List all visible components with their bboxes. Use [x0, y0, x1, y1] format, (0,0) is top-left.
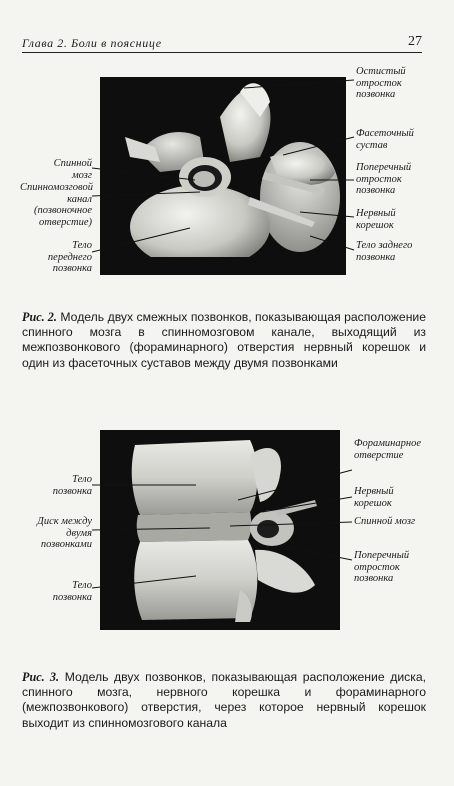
label-spinal-canal: Спинномозговой канал (позвоночное отверстие)	[20, 182, 93, 228]
chapter-title: Глава 2. Боли в пояснице	[22, 36, 162, 50]
label-front-vertebra-body: Тело переднего позвонка	[47, 240, 92, 274]
label-vertebra-body-bottom: Тело позвонка	[52, 580, 92, 603]
label-rear-vertebra-body: Тело заднего позвонка	[356, 240, 413, 263]
label-foraminal-opening: Фораминарное отверстие	[354, 438, 421, 461]
label-spinous-process: Остистый отросток позвонка	[356, 66, 406, 100]
label-facet-joint: Фасеточный сустав	[356, 128, 414, 151]
label-intervertebral-disc: Диск между двумя позвонками	[37, 516, 92, 550]
label-nerve-root-2: Нервный корешок	[354, 486, 394, 509]
label-spinal-cord-2: Спинной мозг	[354, 516, 416, 527]
label-transverse-process-2: Поперечный отросток позвонка	[354, 550, 410, 584]
label-nerve-root: Нервный корешок	[356, 208, 396, 231]
figure-2-caption-text: Модель двух смежных позвонков, показывающая расположение спинного мозга в спинномозговом канале, выходящий из межпозвонкового (фораминарного) отверстия нервный корешок и один из фасеточных суставов между двумя позвонками	[22, 310, 427, 370]
page-number: 27	[408, 34, 422, 49]
figure-2-ref: Рис. 2.	[22, 310, 57, 324]
label-transverse-process: Поперечный отросток позвонка	[356, 162, 412, 196]
figure-3-caption-text: Модель двух позвонков, показывающая расположение диска, спинного мозга, нервного корешка и фораминарного (межпозвонкового) отверстия, через которое нервный корешок выходит из спинномозгового канала	[22, 670, 427, 730]
label-vertebra-body-top: Тело позвонка	[52, 474, 92, 497]
figure-3-ref: Рис. 3.	[22, 670, 60, 684]
label-spinal-cord: Спинной мозг	[53, 158, 92, 181]
